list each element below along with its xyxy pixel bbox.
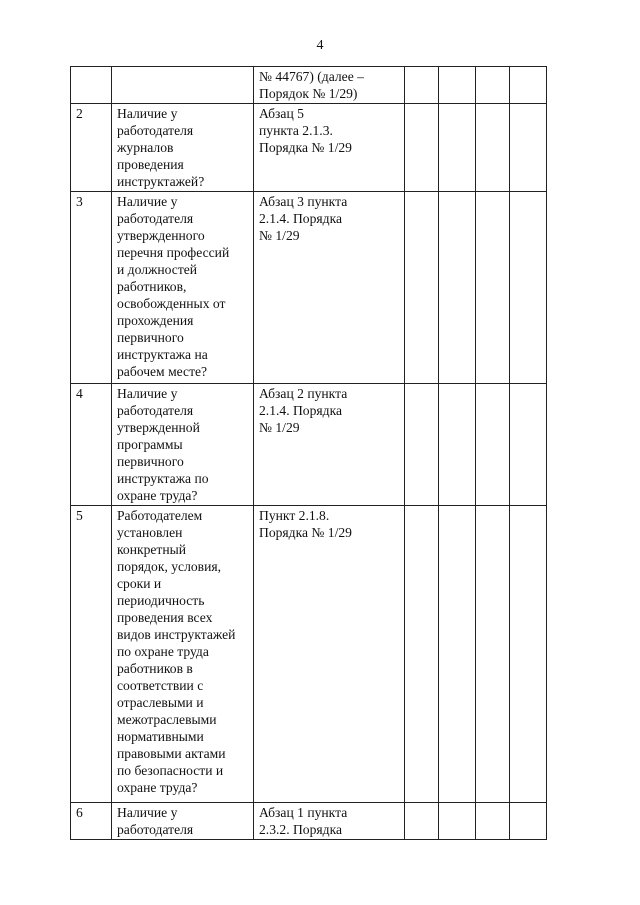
empty-cell: [405, 506, 439, 803]
table-row: [71, 104, 547, 192]
table-row: [71, 506, 547, 803]
row-number-cell: [71, 104, 112, 192]
reference-cell: [254, 67, 405, 104]
empty-cell: [510, 506, 547, 803]
empty-cell: [439, 384, 476, 506]
checklist-table: [70, 66, 547, 840]
reference-cell: [254, 104, 405, 192]
page-number: 4: [316, 38, 324, 53]
reference-text: Абзац 2 пункта 2.1.4. Порядка № 1/29: [259, 386, 348, 435]
reference-text: Пункт 2.1.8. Порядка № 1/29: [259, 508, 352, 540]
table-row: [71, 67, 547, 104]
empty-cell: [405, 803, 439, 840]
row-number-cell: [71, 384, 112, 506]
empty-cell: [405, 384, 439, 506]
row-number-cell: [71, 192, 112, 384]
empty-cell: [510, 384, 547, 506]
empty-cell: [476, 384, 510, 506]
question-cell: [112, 104, 254, 192]
question-text: Наличие у работодателя утвержденной программы первичного инструктажа по охране труда?: [117, 386, 209, 503]
row-number: 5: [76, 508, 83, 523]
question-text: Наличие у работодателя: [117, 805, 194, 837]
reference-text: Абзац 5 пункта 2.1.3. Порядка № 1/29: [259, 106, 352, 155]
row-number: 4: [76, 386, 83, 401]
table-row: [71, 803, 547, 840]
empty-cell: [405, 192, 439, 384]
reference-cell: [254, 803, 405, 840]
reference-text: Абзац 1 пункта 2.3.2. Порядка: [259, 805, 348, 837]
empty-cell: [476, 67, 510, 104]
question-text: Наличие у работодателя журналов проведения инструктажей?: [117, 106, 205, 189]
reference-cell: [254, 506, 405, 803]
question-text: Наличие у работодателя утвержденного перечня профессий и должностей работников, освобожденных от прохождения первичного инструктажа на рабочем месте?: [117, 194, 230, 379]
empty-cell: [405, 104, 439, 192]
empty-cell: [439, 192, 476, 384]
question-cell: [112, 506, 254, 803]
empty-cell: [510, 67, 547, 104]
empty-cell: [439, 67, 476, 104]
empty-cell: [439, 803, 476, 840]
question-text: Работодателем установлен конкретный порядок, условия, сроки и периодичность проведения всех видов инструктажей по охране труда работников в соответствии с отраслевыми и межотраслевыми нормативными правовыми актами по безопасности и охране труда?: [117, 508, 236, 795]
empty-cell: [439, 104, 476, 192]
reference-text: № 44767) (далее – Порядок № 1/29): [259, 69, 364, 101]
row-number-cell: [71, 506, 112, 803]
question-cell: [112, 384, 254, 506]
question-cell: [112, 67, 254, 104]
table-row: [71, 384, 547, 506]
row-number: 2: [76, 106, 83, 121]
empty-cell: [510, 803, 547, 840]
question-cell: [112, 803, 254, 840]
empty-cell: [439, 506, 476, 803]
reference-cell: [254, 384, 405, 506]
row-number: 6: [76, 805, 83, 820]
empty-cell: [476, 803, 510, 840]
row-number-cell: [71, 67, 112, 104]
row-number-cell: [71, 803, 112, 840]
empty-cell: [510, 192, 547, 384]
table-row: [71, 192, 547, 384]
empty-cell: [476, 192, 510, 384]
question-cell: [112, 192, 254, 384]
empty-cell: [510, 104, 547, 192]
reference-text: Абзац 3 пункта 2.1.4. Порядка № 1/29: [259, 194, 348, 243]
empty-cell: [476, 104, 510, 192]
empty-cell: [476, 506, 510, 803]
row-number: 3: [76, 194, 83, 209]
reference-cell: [254, 192, 405, 384]
empty-cell: [405, 67, 439, 104]
